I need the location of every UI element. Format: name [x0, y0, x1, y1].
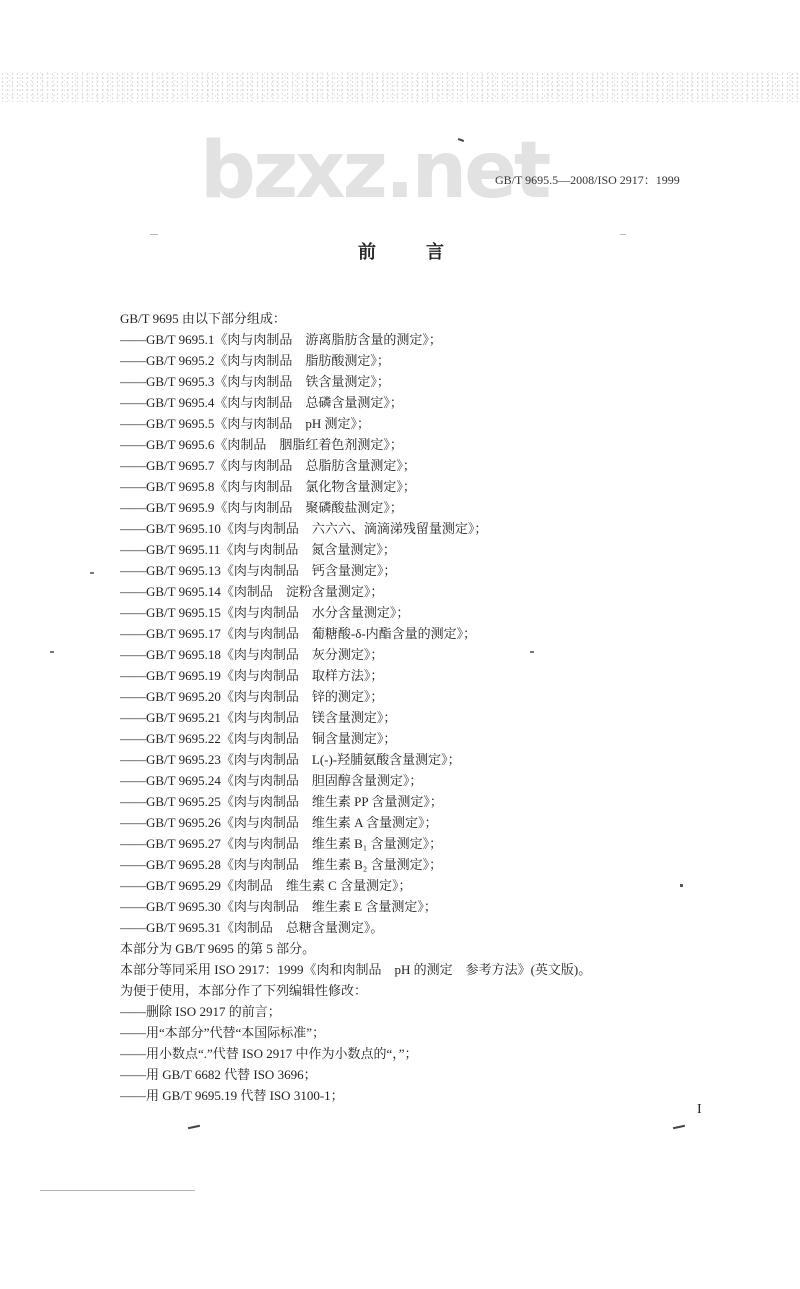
paragraph: 为便于使用，本部分作了下列编辑性修改： [120, 983, 368, 998]
list-item: ——GB/T 9695.9《肉与肉制品 聚磷酸盐测定》； [120, 500, 403, 515]
list-item: ——GB/T 9695.29《肉制品 维生素 C 含量测定》； [120, 878, 412, 893]
list-item: ——GB/T 9695.17《肉与肉制品 葡糖酸-δ-内酯含量的测定》； [120, 626, 477, 641]
list-item: ——用 GB/T 9695.19 代替 ISO 3100-1； [120, 1088, 344, 1103]
standard-code-header: GB/T 9695.5—2008/ISO 2917：1999 [495, 173, 680, 187]
list-item: ——GB/T 9695.6《肉制品 胭脂红着色剂测定》； [120, 437, 403, 452]
list-item: ——GB/T 9695.26《肉与肉制品 维生素 A 含量测定》； [120, 815, 438, 830]
scan-artifact [188, 1125, 200, 1129]
page-title: 前 言 [358, 242, 460, 263]
list-item: ——GB/T 9695.2《肉与肉制品 脂肪酸测定》； [120, 353, 390, 368]
list-item: ——GB/T 9695.15《肉与肉制品 水分含量测定》； [120, 605, 410, 620]
part-list [120, 329, 740, 938]
list-item: ——GB/T 9695.23《肉与肉制品 L(-)-羟脯氨酸含量测定》； [120, 752, 461, 767]
scan-artifact [680, 884, 683, 887]
scan-artifact [90, 572, 94, 574]
list-item: ——GB/T 9695.5《肉与肉制品 pH 测定》； [120, 416, 371, 431]
list-item: ——用 GB/T 6682 代替 ISO 3696； [120, 1067, 317, 1082]
list-item: ——GB/T 9695.3《肉与肉制品 铁含量测定》； [120, 374, 390, 389]
list-item: ——删除 ISO 2917 的前言； [120, 1004, 281, 1019]
list-item: ——GB/T 9695.4《肉与肉制品 总磷含量测定》； [120, 395, 403, 410]
list-item: ——GB/T 9695.10《肉与肉制品 六六六、滴滴涕残留量测定》； [120, 521, 488, 536]
list-item: ——GB/T 9695.28《肉与肉制品 维生素 B₂ 含量测定》； [120, 857, 443, 872]
list-item: ——GB/T 9695.14《肉制品 淀粉含量测定》； [120, 584, 384, 599]
list-item: ——GB/T 9695.11《肉与肉制品 氮含量测定》； [120, 542, 396, 557]
paragraph: 本部分为 GB/T 9695 的第 5 部分。 [120, 941, 316, 956]
paragraph: 本部分等同采用 ISO 2917：1999《肉和肉制品 pH 的测定 参考方法》(英文版)。 [120, 962, 592, 977]
scan-artifact [150, 234, 158, 235]
scan-noise-band [0, 72, 800, 102]
list-item: ——GB/T 9695.24《肉与肉制品 胆固醇含量测定》； [120, 773, 423, 788]
list-item: ——GB/T 9695.18《肉与肉制品 灰分测定》； [120, 647, 384, 662]
list-item: ——用小数点“.”代替 ISO 2917 中作为小数点的“，”； [120, 1046, 418, 1061]
list-item: ——GB/T 9695.31《肉制品 总糖含量测定》。 [120, 920, 384, 935]
scan-artifact [620, 234, 626, 235]
list-item: ——用“本部分”代替“本国际标准”； [120, 1025, 326, 1040]
scan-artifact [530, 651, 534, 653]
page-number: I [697, 1102, 702, 1117]
list-item: ——GB/T 9695.21《肉与肉制品 镁含量测定》； [120, 710, 397, 725]
scan-artifact [40, 1190, 195, 1191]
list-item: ——GB/T 9695.27《肉与肉制品 维生素 B₁ 含量测定》； [120, 836, 443, 851]
list-item: ——GB/T 9695.7《肉与肉制品 总脂肪含量测定》； [120, 458, 416, 473]
list-item: ——GB/T 9695.22《肉与肉制品 铜含量测定》； [120, 731, 397, 746]
preface-body [120, 308, 740, 1106]
list-item: ——GB/T 9695.19《肉与肉制品 取样方法》； [120, 668, 384, 683]
watermark: bzxz.net [200, 126, 549, 216]
list-item: ——GB/T 9695.20《肉与肉制品 锌的测定》； [120, 689, 384, 704]
list-item: ——GB/T 9695.8《肉与肉制品 氯化物含量测定》； [120, 479, 416, 494]
list-item: ——GB/T 9695.13《肉与肉制品 钙含量测定》； [120, 563, 397, 578]
list-item: ——GB/T 9695.25《肉与肉制品 维生素 PP 含量测定》； [120, 794, 443, 809]
edit-list [120, 1001, 740, 1106]
list-item: ——GB/T 9695.1《肉与肉制品 游离脂肪含量的测定》； [120, 332, 442, 347]
scan-artifact [673, 1125, 685, 1129]
scan-artifact [50, 651, 54, 653]
intro-line: GB/T 9695 由以下部分组成： [120, 311, 286, 326]
list-item: ——GB/T 9695.30《肉与肉制品 维生素 E 含量测定》； [120, 899, 437, 914]
